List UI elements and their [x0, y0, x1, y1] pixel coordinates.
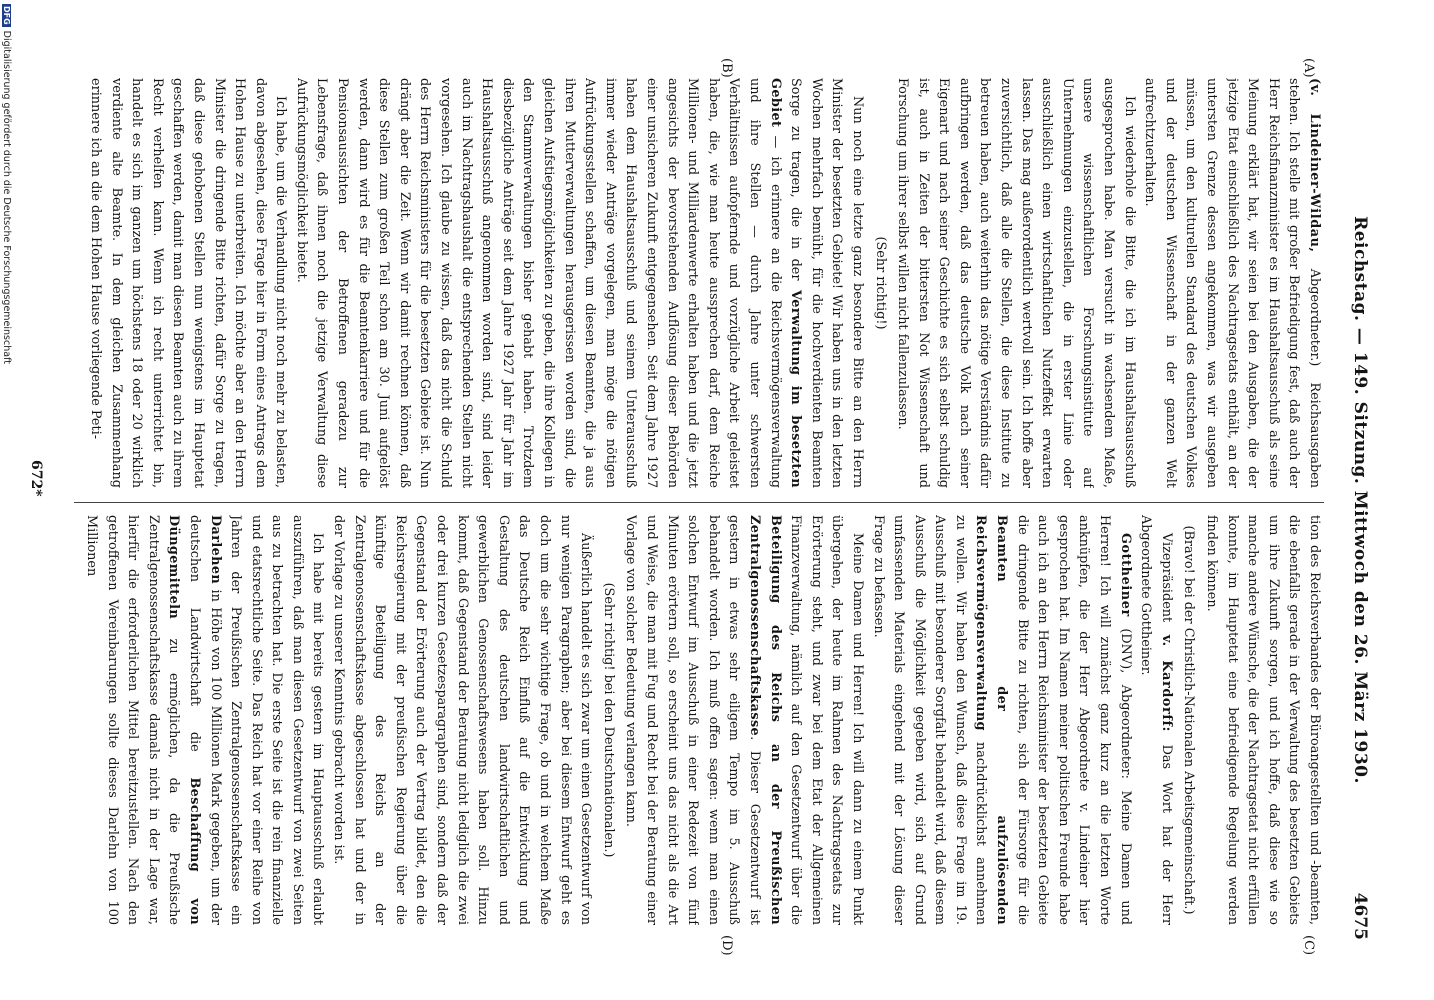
- paragraph-text: in Höhe von 100 Millionen Mark gegeben, um der deutschen Landwirtschaft die: [186, 515, 223, 925]
- paragraph-text: zu ermöglichen, da die Preußische Zentralgenossenschaftskasse damals nicht in der Lage war, hierfür die erforderlichen Mittel bereitzustellen. Nach den getroffenen Vereinbarungen sollte dieses Darlehn von 100 Millionen: [83, 515, 182, 925]
- dfg-logo: DFG: [2, 6, 11, 25]
- paragraph-text: (DNV), Abgeordneter: Meine Damen und Herren! Ich will zunächst ganz kurz an die letzten Worte anknüpfen, die der Herr Abgeordnete v. Lindeiner hier gesprochen hat. Im Namen meiner politischen Freunde habe auch ich an den Herrn Reichsminister der besetzten Gebiete die dringende Bitte zu richten, sich der Fürsorge für die: [1014, 515, 1133, 925]
- speaker-name: (v. Lindeiner-Wildau,: [1307, 78, 1322, 253]
- emphasis-text: Beamten der aufzulösenden Reichsvermögensverwaltung: [973, 515, 1010, 925]
- applause-note: (Sehr richtig! bei den Deutschnationalen.): [600, 582, 616, 858]
- paragraph-text: Ich habe mit bereits gestern im Hauptausschuß erlaubt auszuführen, daß man diesen Gesetzentwurf von zwei Seiten aus zu betrachten hat. Die erste Seite ist die rein finanzielle und etatsrechtliche Seite. Das Reich hat vor einer Reihe von Jahren der Preußischen Zentralgenossenschaftskasse ein: [228, 515, 326, 925]
- applause-note: (Sehr richtig!): [872, 236, 888, 330]
- paragraph: Ich habe, um die Verhandlung nicht noch mehr zu belasten, davon abgesehen, diese Frage hier in Form eines Antrags dem Hohen Hause zu unterbreiten. Ich möchte aber an den Herrn Minister die dringende Bitte richten, dafür Sorge zu tragen, daß diese gehobenen Stellen nun wenigstens im Hauptetat geschaffen werden, damit man diesen Beamten auch zu ihrem Recht verhelfen kann. Wenn ich recht unterrichtet bin, handelt es sich im ganzen um höchstens 18 oder 20 wirklich verdiente alte Beamte. In dem gleichen Zusammenhang erinnere ich an die dem Hohen Hause vorliegende Peti-: [87, 78, 289, 488]
- speaker-role: Abgeordneter.): [1307, 252, 1322, 367]
- paragraph-text: Meine Damen und Herren! Ich will dann zu einem Punkt übergehen, der heute im Rahmen des Nachtragsetats zur Erörterung steht, und zwar bei dem Etat der Allgemeinen Finanzverwaltung, nämlich auf den Gesetzentwurf über die: [788, 515, 865, 925]
- digitization-credit: [0, 0, 12, 1000]
- paragraph-text: Nun noch eine letzte ganz besondere Bitte an den Herrn Minister der besetzten Gebiete! Wir haben uns in den letzten Wochen mehrfach bemüht, für die hochverdienten Beamten Sorge zu tragen, die in der: [788, 78, 865, 488]
- margin-letter-c: (C): [1301, 935, 1316, 956]
- paragraph: [867, 515, 1135, 925]
- paragraph: [1139, 78, 1324, 488]
- margin-letter-a: (A): [1301, 58, 1316, 78]
- credit-text: Digitalisierung gefördert durch die Deutsche Forschungsgemeinschaft: [1, 30, 12, 364]
- emphasis-text: Verwaltung im besetzten Gebiet: [767, 78, 804, 488]
- page-header: [1344, 60, 1374, 940]
- speaker-name: Gottheiner: [1117, 533, 1133, 617]
- margin-letter-b: (B): [719, 58, 734, 78]
- page-number: 4675: [1350, 892, 1370, 940]
- page-header-title: Reichstag. — 149. Sitzung. Mittwoch den 26. März 1930.: [1350, 216, 1370, 784]
- paragraph-text: Das Wort hat der Herr Abgeordnete Gottheiner.: [1138, 515, 1174, 925]
- left-text-column: [64, 78, 1324, 488]
- emphasis-text: Darlehen: [207, 515, 223, 585]
- paragraph: [80, 515, 327, 925]
- paragraph: [620, 515, 867, 925]
- column-divider: [74, 502, 1324, 503]
- paragraph: Äußerlich handelt es sich zwar um einen Gesetzentwurf von nur wenigen Paragraphen; aber bei diesem Entwurf geht es doch um die sehr wichtige Frage, ob und in welchem Maße das Deutsche Reich Einfluß auf die Entwicklung und Gestaltung des deutschen landwirtschaftlichen und gewerblichen Genossenschaftswesens haben soll. Hinzu kommt, daß Gegenstand der Beratung nicht lediglich die zwei oder drei kurzen Gesetzesparagraphen sind, sondern daß der Gegenstand der Erörterung auch der Vertrag bildet, den die Reichsregierung mit der preußischen Regierung über die künftige Beteiligung des Reichs an der Zentralgenossenschaftskasse abgeschlossen hat und der in der Vorlage zu unserer Kenntnis gebracht worden ist.: [331, 515, 594, 925]
- sheet-number: 672*: [28, 460, 44, 497]
- paragraph-text: nachdrücklichst annehmen zu wollen. Wir haben den Wunsch, daß diese Frage im 19. Ausschuß mit besonderer Sorgfalt behandelt wird, daß diesem Ausschuß die Möglichkeit gegeben wird, sich auf Grund umfassenden Materials eingehend mit der Lösung dieser Frage zu befassen.: [870, 515, 989, 925]
- paragraph-text: Reichsausgaben stehen. Ich stelle mit großer Befriedigung fest, daß auch der Herr Reichsfinanzminister es im Haushaltsausschuß als seine Meinung erklärt hat, wir seien bei den Ausgaben, die der jetzige Etat einschließlich des Nachtragsetats enthält, an der untersten Grenze dessen angekommen, was wir ausgeben müssen, um den kulturellen Standard des deutschen Volkes und der deutschen Wissenschaft in der ganzen Welt aufrechtzuerhalten.: [1142, 78, 1322, 488]
- emphasis-text: Beschaffung von Düngemitteln: [166, 515, 202, 925]
- paragraph-text: . Dieser Gesetzentwurf ist gestern in etwas sehr eiligem Tempo im 5. Ausschuß behandelt worden. Ich muß offen sagen: wenn man einen solchen Entwurf im Ausschuß in einer Redezeit von fünf Minuten erörtern soll, so erscheint uns das nicht als die Art und Weise, die man mit Fug und Recht bei der Beratung einer Vorlage von solcher Bedeutung verlangen kann.: [623, 515, 762, 925]
- paragraph: Ich wiederhole die Bitte, die ich im Haushaltsausschuß ausgesprochen habe. Man versucht in wachsendem Maße, unsere wissenschaftlichen Forschungsinstitute auf Unternehmungen einzustellen, die in erster Linie oder ausschließlich einen wirtschaftlichen Nutzeffekt erwarten lassen. Das mag außerordentlich wertvoll sein. Ich hoffe aber zuversichtlich, daß alle die Stellen, die diese Institute zu betreuen haben, auch weiterhin das nötige Verständnis dafür aufbringen werden, daß das deutsche Volk nach seiner Eigenart und nach seiner Geschichte es sich selbst schuldig ist, auch in Zeiten der bittersten Not Wissenschaft und Forschung um ihrer selbst willen nicht fallenzulassen.: [895, 78, 1137, 488]
- emphasis-text: Beteiligung des Reichs an der Preußischen Zentralgenossenschaftskasse: [746, 515, 783, 925]
- margin-letter-d: (D): [719, 935, 734, 956]
- speaker-name: v. Kardorff:: [1158, 634, 1174, 732]
- paragraph-text: — ich erinnere an die Reichsvermögensverwaltung und ihre Stellen — durch Jahre unter schwersten Verhältnissen aufopfernde und vorzügliche Arbeit geleistet haben, die, wie man heute aussprechen darf, dem Reiche Millionen- und Milliardenwerte erhalten haben und die jetzt angesichts der bevorstehenden Auflösung dieser Behörden einer unsicheren Zukunft entgegensehen. Seit dem Jahre 1927 haben dem Haushaltsausschuß und seinem Unterausschuß immer wieder Anträge vorgelegen, man möge die nötigen Aufrückungsstellen schaffen, um diesen Beamten, die ja aus ihren Mutterverwaltungen herausgerissen worden sind, die gleichen Aufstiegsmöglichkeiten zu geben, die ihre Kollegen in den Stammverwaltungen bisher gehabt haben. Trotzdem diesbezügliche Anträge seit dem Jahre 1927 Jahr für Jahr im Haushaltsausschuß angenommen worden sind, sind leider auch im Nachtragshaushalt die entsprechenden Stellen nicht vorgesehen. Ich glaube zu wissen, daß das nicht die Schuld des Herrn Reichsministers für die besetzten Gebiete ist. Nun drängt aber die Zeit. Wenn wir damit rechnen können, daß diese Stellen zum großen Teil schon am 30. Juni aufgelöst werden, dann wird es für die Beamtenkarriere und für die Pensionsaussichten der Betroffenen geradezu zur Lebensfrage, daß ihnen noch die jetzige Verwaltung diese Aufrückungsmöglichkeit bietet.: [293, 78, 783, 488]
- paragraph-text: Vizepräsident: [1158, 533, 1174, 635]
- paragraph: tion des Reichsverbandes der Büroangestellten und -beamten, die ebenfalls gerade in der Verwaltung des besetzten Gebiets um ihre Zukunft sorgen, und ich hoffe, daß diese wie so manche andere Wünsche, die der Nachtragsetat nicht erfüllen konnte, im Hauptetat eine befriedigende Regelung werden finden können.: [1204, 515, 1322, 925]
- paragraph: [1135, 515, 1176, 925]
- paragraph: [290, 78, 867, 488]
- applause-note: (Bravo! bei der Christlich-Nationalen Arbeitsgemeinschaft.): [1181, 525, 1197, 915]
- right-text-column: [64, 515, 1324, 925]
